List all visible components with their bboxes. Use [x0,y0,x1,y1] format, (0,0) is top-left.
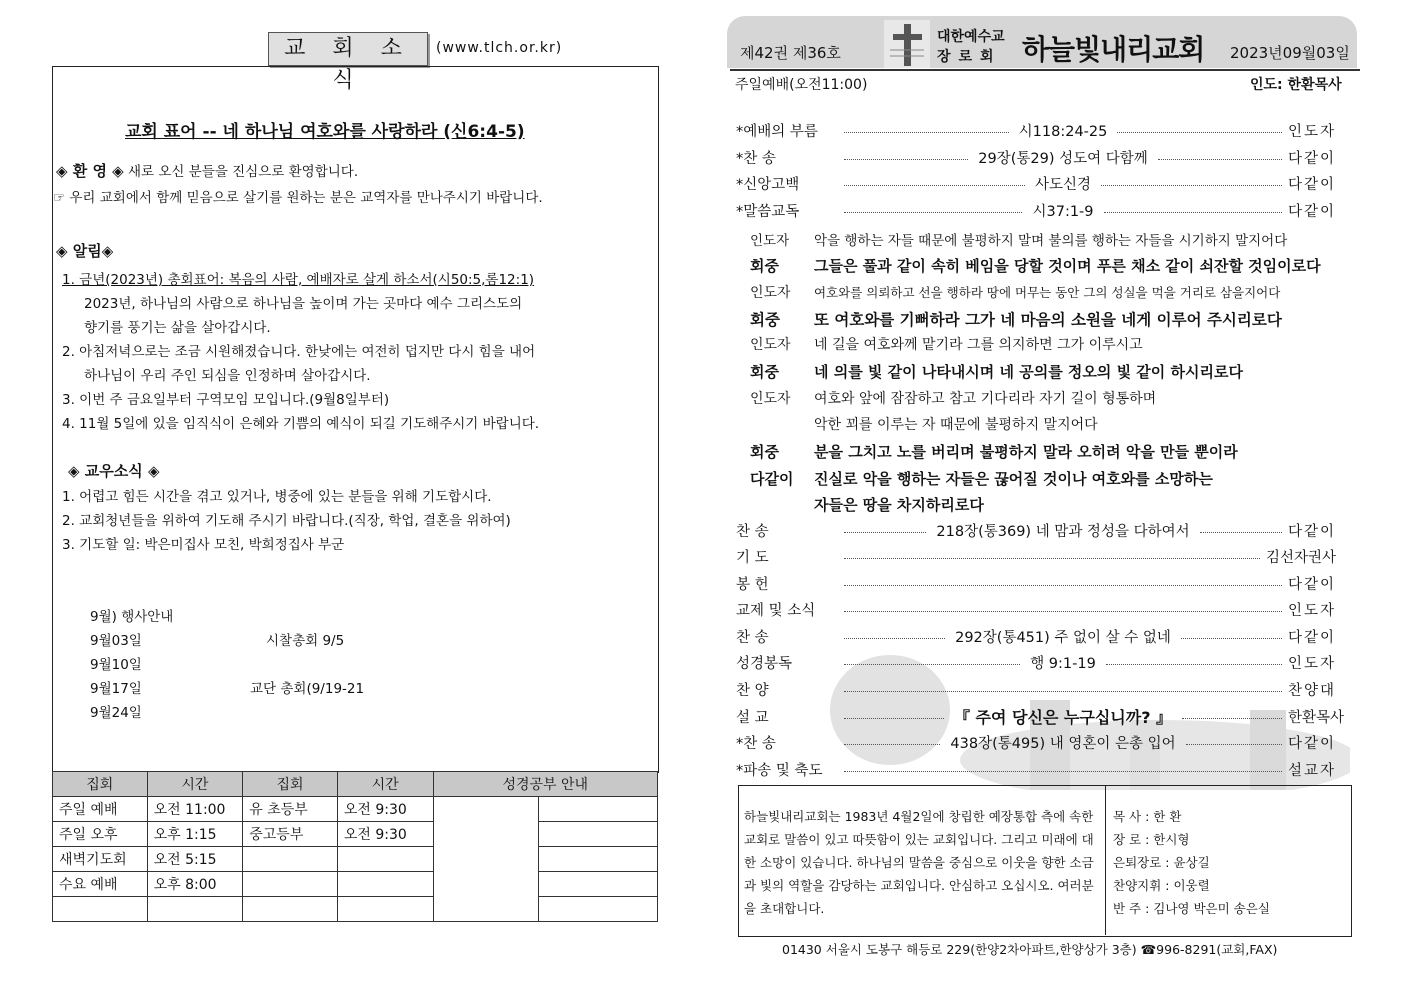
welcome-line [56,160,358,181]
notice-item: 3. 이번 주 금요일부터 구역모임 모입니다.(9월8일부터) [62,392,390,408]
order-content: 292장(통451) 주 없이 살 수 없네 [955,629,1171,646]
dot-leader [844,664,1020,665]
table-cell: 오후 8:00 [147,872,243,897]
order-label: *말씀교독 [736,203,800,220]
reader-role: 회중 [750,363,779,381]
reader-role: 회중 [750,443,779,461]
event-date: 9월24일 [90,705,142,721]
table-cell: 주일 예배 [53,797,148,822]
table-cell: 주일 오후 [53,822,148,847]
event-text: 시찰총회 9/5 [266,633,345,649]
table-cell: 새벽기도회 [53,847,148,872]
order-person: 김선자권사 [1266,549,1337,566]
reading-text: 자들은 땅을 차지하리로다 [814,496,984,514]
church-name: 하늘빛내리교회 [1022,33,1205,66]
member-news-item: 3. 기도할 일: 박은미집사 모친, 박희정집사 부군 [62,537,345,553]
order-label: *신앙고백 [736,176,800,193]
order-item [736,571,1354,595]
reading-text: 여호와를 의뢰하고 선을 행하라 땅에 머무는 동안 그의 성실을 먹을 거리로 삼을지어다 [814,285,1281,300]
order-person: 다같이 [1288,629,1337,646]
dot-leader [1182,718,1282,719]
order-label: *예배의 부름 [736,123,818,140]
table-cell [539,797,658,822]
table-row [53,847,658,872]
dot-leader [1158,159,1282,160]
table-cell: 오전 9:30 [337,797,433,822]
dot-leader [844,744,940,745]
responsive-reading-line [750,334,1143,354]
column-header: 집회 [53,772,148,797]
order-label: 찬 송 [736,629,769,646]
table-cell [539,822,658,847]
responsive-reading-line [750,255,1321,276]
dot-leader [844,771,1282,772]
reading-text: 악한 꾀를 이루는 자 때문에 불평하지 말지어다 [814,417,1098,433]
dot-leader [844,718,944,719]
reading-text: 여호와 앞에 잠잠하고 참고 기다리라 자기 길이 형통하며 [814,391,1157,407]
dot-leader [1106,664,1282,665]
order-item [736,730,1354,754]
order-item [736,757,1354,781]
order-person: 다같이 [1288,176,1337,193]
notice-heading: ◈ 알림◈ [56,242,114,260]
dot-leader [844,558,1260,559]
order-label: *찬 송 [736,735,776,752]
order-person: 인도자 [1288,655,1337,672]
dot-leader [1117,132,1282,133]
event-date: 9월10일 [90,657,142,673]
table-cell: 오후 1:15 [147,822,243,847]
news-title: 교 회 소 식 [268,32,428,66]
responsive-reading-line [750,441,1238,462]
welcome-text: 새로 오신 분들을 진심으로 환영합니다. [128,164,359,180]
reader-role: 인도자 [750,391,791,407]
order-person: 다같이 [1288,203,1337,220]
worship-time: 주일예배(오전11:00) [735,77,868,93]
info-divider [1105,785,1106,935]
reading-text: 네 의를 빛 같이 나타내시며 네 공의를 정오의 빛 같이 하시리로다 [814,363,1243,381]
table-row [53,822,658,847]
website-url[interactable]: (www.tlch.or.kr) [436,40,563,56]
header-divider [730,69,1360,71]
events-heading: 9월) 행사안내 [90,609,174,625]
table-cell [337,872,433,897]
order-content: 시37:1-9 [1032,203,1094,220]
order-content: 행 9:1-19 [1030,655,1096,672]
dot-leader [844,532,926,533]
reader-role: 인도자 [750,337,791,353]
order-item [736,145,1354,169]
order-person: 인도자 [1288,123,1337,140]
table-cell [539,872,658,897]
table-cell [243,897,338,922]
order-label: 찬 송 [736,523,769,540]
order-item [736,597,1354,621]
order-person: 다같이 [1288,150,1337,167]
church-motto: 교회 표어 -- 네 하나님 여호와를 사랑하라 (신6:4-5) [125,122,525,142]
table-cell: 유 초등부 [243,797,338,822]
reading-text: 악을 행하는 자들 때문에 불평하지 말며 불의를 행하는 자들을 시기하지 말지어다 [814,233,1288,249]
order-item [736,704,1354,728]
cross-logo-icon [884,20,930,68]
dot-leader [844,132,1009,133]
reading-text: 진실로 악을 행하는 자들은 끊어질 것이나 여호와를 소망하는 [814,470,1213,488]
denomination-sub: 장로회 [937,49,1002,65]
reader-role: 회중 [750,311,780,329]
responsive-reading-line [750,361,1243,382]
member-news-item: 1. 어렵고 힘든 시간을 겪고 있거나, 병중에 있는 분들을 위해 기도합시다. [62,489,492,505]
column-header: 성경공부 안내 [433,772,658,797]
order-item [736,518,1354,542]
order-person: 찬양대 [1288,682,1337,699]
notice-item: 2. 아침저녁으로는 조금 시원해졌습니다. 한낮에는 여전히 덥지만 다시 힘을 내어 [62,344,536,360]
event-text: 교단 총회(9/19-21 [250,681,365,697]
notice-item: 하나님이 우리 주인 되심을 인정하며 살아갑시다. [84,368,371,384]
bible-study-cell [433,797,539,922]
table-cell [53,897,148,922]
dot-leader [1186,744,1282,745]
reading-text: 네 길을 여호와께 맡기라 그를 의지하면 그가 이루시고 [814,337,1143,353]
welcome-heading: ◈ 환 영 ◈ [56,162,124,180]
order-item [736,650,1354,674]
denomination: 대한예수교 [937,29,1005,45]
dot-leader [1181,638,1282,639]
order-label: 봉 헌 [736,576,769,593]
dot-leader [1104,212,1282,213]
reading-text: 분을 그치고 노를 버리며 불평하지 말라 오히려 악을 만들 뿐이라 [814,443,1238,461]
dot-leader [844,159,968,160]
dot-leader [1200,532,1282,533]
column-header: 집회 [243,772,338,797]
order-content: 시118:24-25 [1018,123,1108,140]
member-news-heading: ◈ 교우소식 ◈ [68,462,160,480]
dot-leader [1101,185,1282,186]
dot-leader [844,585,1282,586]
table-cell [243,847,338,872]
staff-item: 찬양지휘 : 이웅렬 [1113,878,1210,893]
welcome-note: ☞ 우리 교회에서 함께 믿음으로 살기를 원하는 분은 교역자를 만나주시기 바랍니다. [53,190,543,206]
order-content: 사도신경 [1034,176,1092,193]
sermon-title: 『 주여 당신은 누구십니까? 』 [953,707,1173,727]
order-item [736,198,1354,222]
reader-role: 인도자 [750,285,791,301]
column-header: 시간 [147,772,243,797]
order-item [736,171,1354,195]
meeting-schedule-table [52,771,658,922]
order-person: 다같이 [1288,576,1337,593]
order-label: 기 도 [736,549,769,566]
event-date: 9월17일 [90,681,142,697]
responsive-reading-line [750,468,1213,489]
order-person: 인도자 [1288,602,1337,619]
table-cell: 중고등부 [243,822,338,847]
order-person: 한환목사 [1288,709,1345,726]
dot-leader [844,638,945,639]
dot-leader [844,691,1282,692]
responsive-reading-line [750,414,1098,434]
order-label: *파송 및 축도 [736,762,823,779]
bulletin-date: 2023년09월03일 [1230,44,1350,62]
column-header: 시간 [337,772,433,797]
order-label: 설 교 [736,709,769,726]
reader-role: 인도자 [750,233,790,249]
order-item [736,544,1354,568]
table-header-row [53,772,658,797]
dot-leader [844,212,1022,213]
table-cell: 수요 예배 [53,872,148,897]
church-address: 01430 서울시 도봉구 해등로 229(한양2차아파트,한양상가 3층) ☎996-8291(교회,FAX) [782,942,1278,957]
order-label: 성경봉독 [736,655,793,672]
table-cell [337,847,433,872]
table-cell: 오전 5:15 [147,847,243,872]
event-date: 9월03일 [90,633,142,649]
church-introduction: 하늘빛내리교회는 1983년 4월2일에 창립한 예장통합 측에 속한 교회로 말씀이 있고 따뜻함이 있는 교회입니다. 그리고 미래에 대한 소망이 있습니다. 하나님의 말씀을 중심으로 이웃을 향한 소금과 빛의 역할을 감당하는 교회입니다. 안심하고 오십시오. 여러분을 초대합니다. [744,809,1094,916]
notice-item: 1. 금년(2023년) 총회표어: 복음의 사람, 예배자로 살게 하소서(시50:5,롬12:1) [62,272,535,288]
table-cell: 오전 9:30 [337,822,433,847]
member-news-item: 2. 교회청년들을 위하여 기도해 주시기 바랍니다.(직장, 학업, 결혼을 위하여) [62,513,511,529]
staff-item: 목 사 : 한 환 [1113,809,1182,824]
staff-item: 반 주 : 김나영 박은미 송은실 [1113,901,1270,916]
order-content: 29장(통29) 성도여 다함께 [978,150,1148,167]
responsive-reading-line [750,282,1280,302]
table-row [53,872,658,897]
order-content: 438장(통495) 내 영혼이 은총 입어 [950,735,1176,752]
order-item [736,677,1354,701]
reader-role: 다같이 [750,470,794,488]
order-item [736,624,1354,648]
table-cell: 오전 11:00 [147,797,243,822]
table-cell [539,897,658,922]
order-label: 교제 및 소식 [736,602,816,619]
notice-item: 향기를 풍기는 삶을 살아갑시다. [84,320,271,336]
notice-item: 2023년, 하나님의 사람으로 하나님을 높이며 가는 곳마다 예수 그리스도의 [84,296,523,312]
order-content: 218장(통369) 네 맘과 정성을 다하여서 [936,523,1190,540]
responsive-reading-line [750,229,1287,249]
order-person: 다같이 [1288,735,1337,752]
order-item [736,118,1354,142]
worship-leader: 인도: 한환목사 [1250,77,1342,93]
table-row [53,897,658,922]
order-label: *찬 송 [736,150,776,167]
table-cell [147,897,243,922]
reading-text: 또 여호와를 기뻐하라 그가 네 마음의 소원을 네게 이루어 주시리로다 [814,311,1282,329]
dot-leader [844,611,1282,612]
order-person: 다같이 [1288,523,1337,540]
table-cell [337,897,433,922]
order-label: 찬 양 [736,682,769,699]
table-cell [243,872,338,897]
staff-item: 은퇴장로 : 윤상길 [1113,855,1210,870]
volume-number: 제42권 제36호 [740,44,841,62]
responsive-reading-line [750,388,1156,408]
table-row [53,797,658,822]
responsive-reading-line [750,494,984,515]
order-person: 설교자 [1288,762,1337,779]
reading-text: 그들은 풀과 같이 속히 베임을 당할 것이며 푸른 채소 같이 쇠잔할 것임이로다 [814,257,1321,275]
reader-role: 회중 [750,257,779,275]
notice-item: 4. 11월 5일에 있을 임직식이 은혜와 기쁨의 예식이 되길 기도해주시기 바랍니다. [62,416,540,432]
dot-leader [844,185,1025,186]
responsive-reading-line [750,308,1282,330]
table-cell [539,847,658,872]
staff-item: 장 로 : 한시형 [1113,832,1190,847]
staff-list [1113,805,1270,920]
